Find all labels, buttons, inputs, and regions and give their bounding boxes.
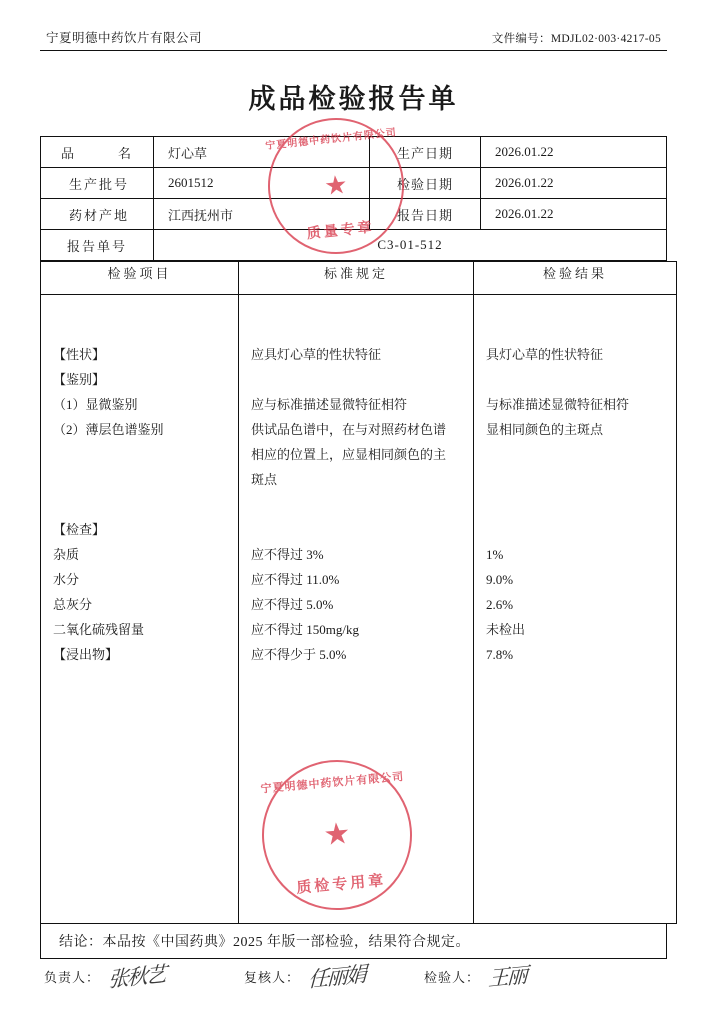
inspection-results-list	[474, 295, 676, 667]
standard-specs-cell	[239, 295, 474, 924]
list-item	[474, 367, 676, 392]
column-header-standard: 标准规定	[239, 262, 474, 295]
list-item: （1）显微鉴别	[53, 397, 138, 412]
inspection-result-table	[40, 261, 677, 924]
table-row	[41, 295, 677, 924]
document-number: 文件编号：MDJL02·003·4217-05	[491, 33, 661, 45]
report-date-label: 报告日期	[370, 199, 481, 230]
list-item	[239, 517, 473, 542]
list-item: 应不得过 11.0%	[251, 572, 340, 587]
report-date-value: 2026.01.22	[481, 199, 667, 230]
company-name: 宁夏明德中药饮片有限公司	[46, 31, 203, 45]
list-item: 二氧化硫残留量	[53, 622, 145, 637]
list-item: 杂质	[53, 547, 80, 562]
list-item: 【浸出物】	[53, 647, 119, 662]
list-item: 应不得过 5.0%	[251, 597, 334, 612]
stamp-company-text: 宁夏明德中药饮片有限公司	[260, 770, 405, 796]
list-item: 2.6%	[486, 597, 514, 612]
signature-block-reviewer	[244, 961, 424, 1019]
document-header	[40, 28, 667, 51]
list-item: 与标准描述显微特征相符	[486, 397, 630, 412]
star-icon: ★	[322, 816, 352, 853]
list-item: 应与标准描述显微特征相符	[251, 397, 408, 412]
responsible-label: 负责人：	[44, 970, 101, 985]
product-name-value: 灯心草	[154, 137, 370, 168]
report-number-label: 报告单号	[41, 230, 154, 261]
signature-block-responsible	[44, 961, 244, 1019]
inspection-results-cell	[474, 295, 677, 924]
table-header-row	[41, 262, 677, 295]
list-item	[41, 467, 238, 492]
list-item: 1%	[486, 547, 504, 562]
page-title: 成品检验报告单	[248, 84, 459, 114]
inspection-items-list	[41, 295, 238, 667]
list-item	[239, 492, 473, 517]
column-header-result: 检验结果	[474, 262, 677, 295]
responsible-signature: 张秋艺	[107, 961, 166, 993]
list-item	[239, 367, 473, 392]
batch-number-label: 生产批号	[41, 168, 154, 199]
inspection-items-cell	[41, 295, 239, 924]
production-date-value: 2026.01.22	[481, 137, 667, 168]
list-item: 未检出	[486, 622, 526, 637]
product-name-label: 品 名	[41, 137, 154, 168]
table-row	[41, 137, 667, 168]
list-item: 总灰分	[53, 597, 93, 612]
signature-block-inspector	[424, 962, 624, 1019]
list-item: （2）薄层色谱鉴别	[53, 422, 164, 437]
list-item: 斑点	[251, 472, 278, 487]
stamp-label-text: 质量专章	[306, 220, 376, 243]
origin-label: 药材产地	[41, 199, 154, 230]
stamp-label-text: 质检专用章	[295, 872, 387, 897]
list-item	[239, 317, 473, 342]
table-row	[41, 230, 667, 261]
list-item: 相应的位置上，应显相同颜色的主	[251, 447, 447, 462]
list-item: 显相同颜色的主斑点	[486, 422, 604, 437]
batch-number-value: 2601512	[154, 168, 370, 199]
reviewer-label: 复核人：	[244, 970, 301, 985]
list-item: 应不得过 150mg/kg	[251, 622, 359, 637]
list-item	[474, 517, 676, 542]
list-item: 【检查】	[53, 522, 106, 537]
list-item: 应不得少于 5.0%	[251, 647, 347, 662]
list-item: 【性状】	[53, 347, 106, 362]
list-item	[474, 467, 676, 492]
table-row	[41, 168, 667, 199]
standard-specs-list	[239, 295, 473, 667]
inspector-label: 检验人：	[424, 970, 481, 985]
inspection-date-label: 检验日期	[370, 168, 481, 199]
inspection-date-value: 2026.01.22	[481, 168, 667, 199]
signature-row	[40, 961, 667, 1019]
report-number-value: C3-01-512	[154, 230, 667, 261]
column-header-item: 检验项目	[41, 262, 239, 295]
inspector-signature: 王丽	[487, 962, 527, 992]
list-item	[41, 442, 238, 467]
list-item	[41, 317, 238, 342]
list-item: 水分	[53, 572, 80, 587]
list-item: 具灯心草的性状特征	[486, 347, 604, 362]
list-item: 9.0%	[486, 572, 514, 587]
list-item: 供试品色谱中，在与对照药材色谱	[251, 422, 447, 437]
list-item: 【鉴别】	[53, 372, 106, 387]
list-item	[41, 492, 238, 517]
product-info-table	[40, 136, 667, 261]
stamp-company-text: 宁夏明德中药饮片有限公司	[264, 127, 398, 153]
reviewer-signature: 任丽娟	[307, 961, 366, 993]
list-item: 7.8%	[486, 647, 514, 662]
star-icon: ★	[322, 169, 350, 202]
production-date-label: 生产日期	[370, 137, 481, 168]
list-item	[474, 492, 676, 517]
list-item: 应不得过 3%	[251, 547, 324, 562]
origin-value: 江西抚州市	[154, 199, 370, 230]
list-item	[474, 442, 676, 467]
list-item: 应具灯心草的性状特征	[251, 347, 382, 362]
conclusion-text: 结论：本品按《中国药典》2025 年版一部检验，结果符合规定。	[40, 924, 667, 959]
list-item	[474, 317, 676, 342]
table-row	[41, 199, 667, 230]
